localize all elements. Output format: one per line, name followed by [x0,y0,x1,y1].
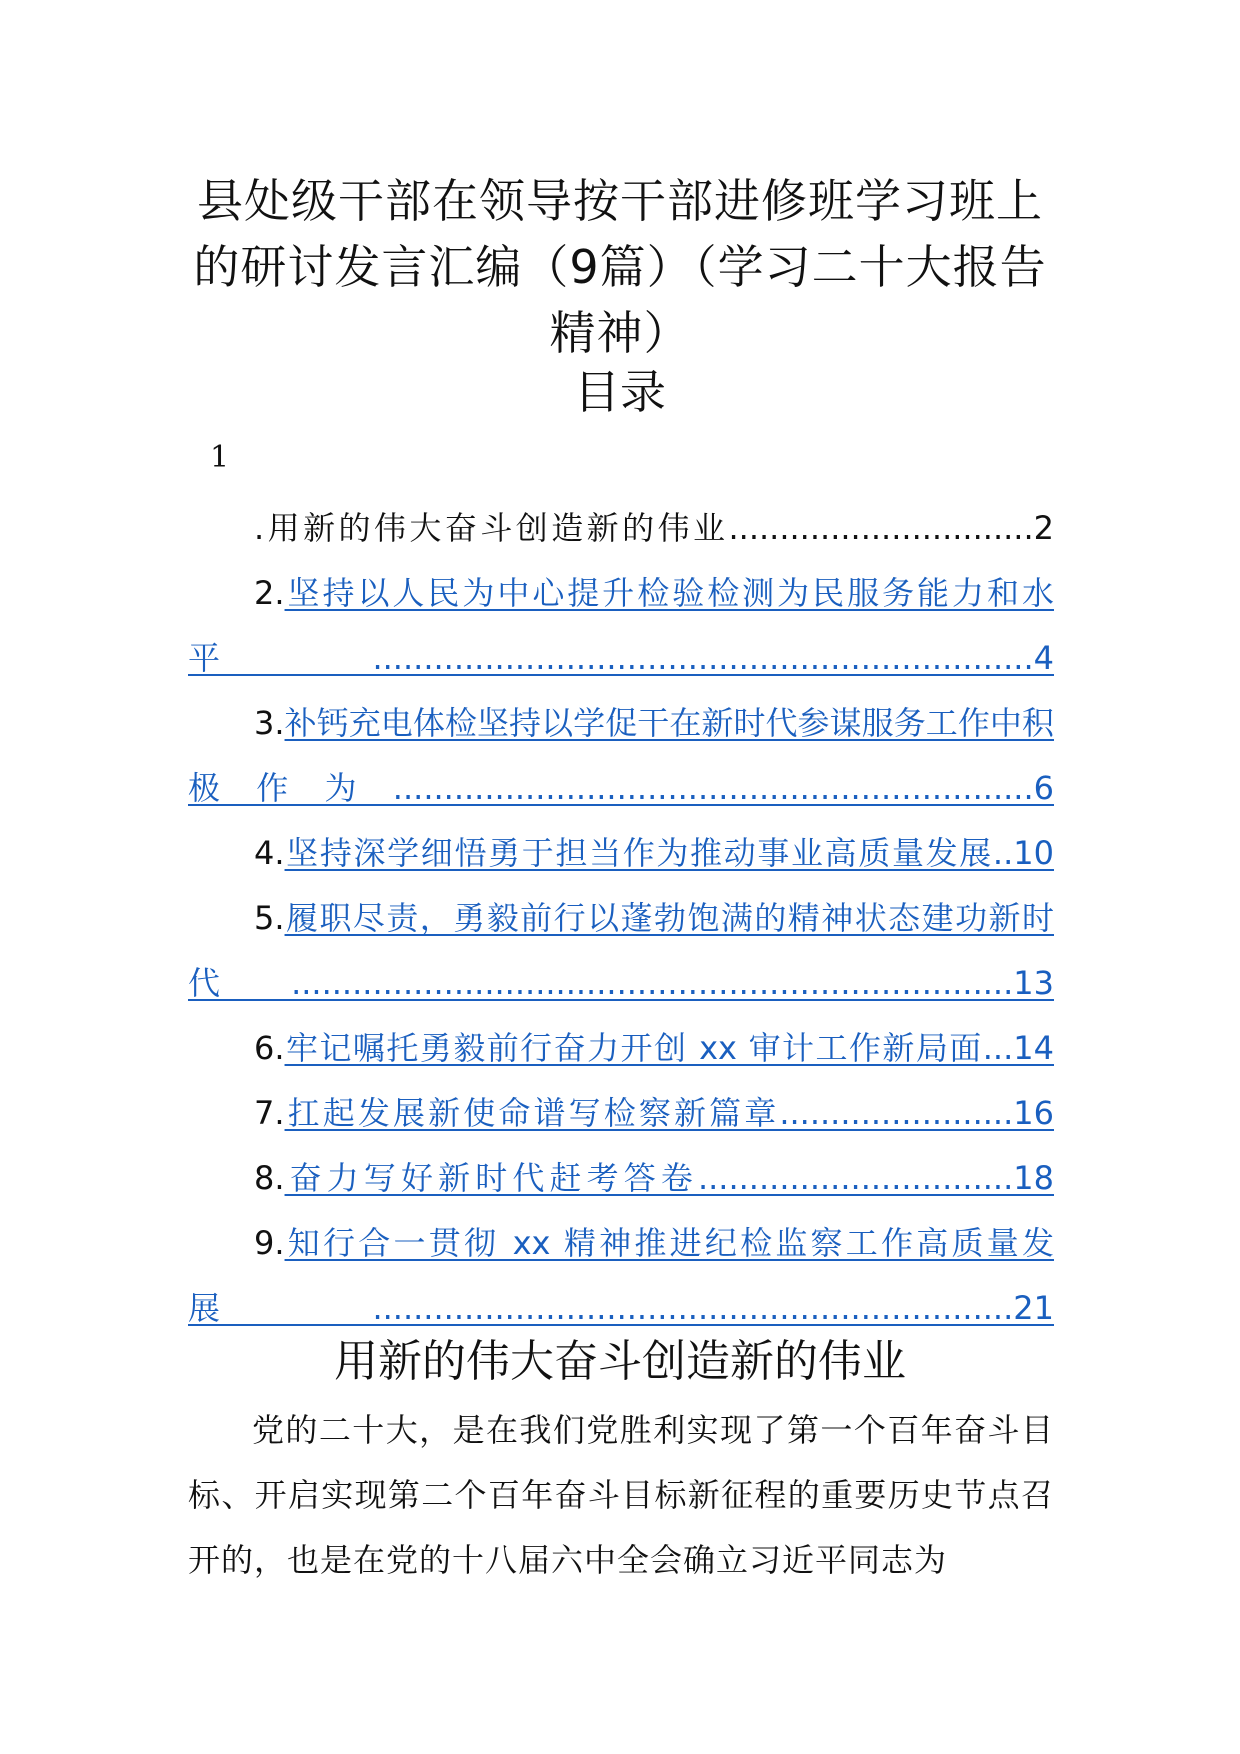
toc-entry-number: 8. [254,1159,285,1197]
toc-entry-link[interactable]: 扛起发展新使命谱写检察新篇章.......................16 [284,1094,1054,1132]
toc-entry-number: 3. [254,704,285,742]
toc-entry-8[interactable] [188,1146,1054,1211]
toc-entry-link[interactable]: 知行合一贯彻 xx 精神推进纪检监察工作高质量发展...............................................................21 [188,1224,1054,1327]
page-number-marker: 1 [210,440,230,475]
toc-heading: 目录 [574,365,666,419]
toc-entry-1[interactable] [188,496,1054,561]
toc-entry-link[interactable]: 履职尽责，勇毅前行以蓬勃饱满的精神状态建功新时代.......................................................................13 [188,899,1054,1002]
toc-entry-9[interactable] [188,1211,1054,1341]
toc-entry-3[interactable] [188,691,1054,821]
toc-entry-5[interactable] [188,886,1054,1016]
document-title: 县处级干部在领导按干部进修班学习班上的研讨发言汇编（9篇）（学习二十大报告精神） [193,174,1047,360]
toc-entry-number: 9. [254,1224,285,1262]
body-paragraph: 党的二十大，是在我们党胜利实现了第一个百年奋斗目标、开启实现第二个百年奋斗目标新征程的重要历史节点召开的，也是在党的十八届六中全会确立习近平同志为 [188,1411,1054,1579]
section-title: 用新的伟大奋斗创造新的伟业 [334,1336,906,1387]
toc-entry-number: 5. [254,899,285,937]
toc-entry-number: 6. [254,1029,285,1067]
toc-entry-2[interactable] [188,561,1054,691]
toc-entry-link[interactable]: 坚持深学细悟勇于担当作为推动事业高质量发展..10 [284,834,1054,872]
toc-entry-link[interactable]: 坚持以人民为中心提升检验检测为民服务能力和水平.................................................................4 [188,574,1054,677]
toc-entry-number: 2. [254,574,285,612]
toc-entry-number: 4. [254,834,285,872]
toc-entry-link[interactable]: 补钙充电体检坚持以学促干在新时代参谋服务工作中积极作为...............................................................6 [188,704,1054,807]
toc-entry-7[interactable] [188,1081,1054,1146]
toc-entry-6[interactable] [188,1016,1054,1081]
toc-entry-link[interactable]: .用新的伟大奋斗创造新的伟业..............................2 [254,509,1054,547]
toc-entry-link[interactable]: 奋力写好新时代赶考答卷...............................18 [284,1159,1054,1197]
toc-entry-4[interactable] [188,821,1054,886]
table-of-contents [188,496,1054,1341]
toc-entry-number: 7. [254,1094,285,1132]
toc-entry-link[interactable]: 牢记嘱托勇毅前行奋力开创 xx 审计工作新局面...14 [284,1029,1054,1067]
